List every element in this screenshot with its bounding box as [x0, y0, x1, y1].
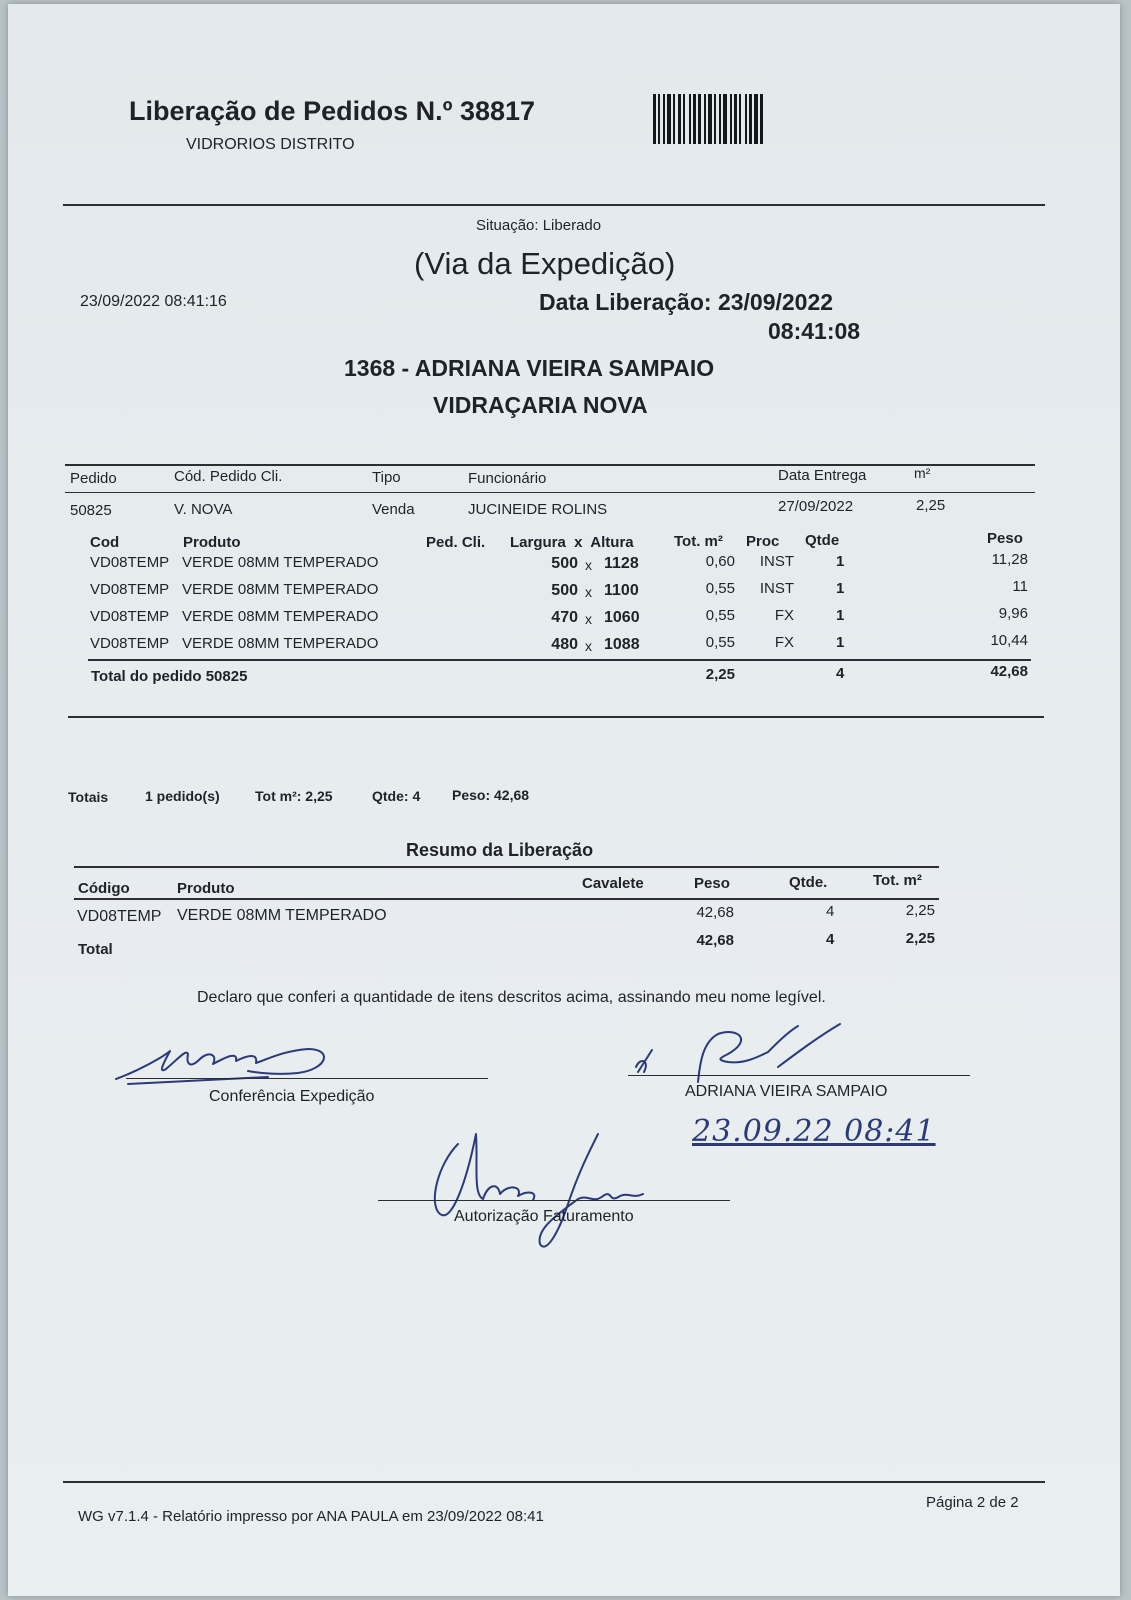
- col-cod-pedido-cli: Cód. Pedido Cli.: [174, 468, 283, 485]
- totals-weight: Peso: 42,68: [452, 787, 530, 803]
- summary-col-peso: Peso: [694, 875, 730, 892]
- divider: [88, 659, 1031, 661]
- row-peso: 11: [1012, 578, 1028, 595]
- signature-line: [628, 1075, 970, 1076]
- row-qtde: 1: [836, 634, 845, 651]
- document-title: Liberação de Pedidos N.º 38817: [129, 96, 536, 126]
- signature-conferencia: [108, 1029, 348, 1089]
- table-row: [8, 606, 1108, 632]
- document-page: [8, 4, 1120, 1596]
- row-proc: FX: [774, 634, 794, 651]
- summary-total-tot-m2: 2,25: [905, 930, 935, 947]
- col-tipo: Tipo: [372, 469, 401, 486]
- col-proc: Proc: [746, 533, 780, 550]
- totals-qtde: Qtde: 4: [372, 788, 421, 804]
- summary-total-peso: 42,68: [696, 932, 734, 949]
- row-altura: 1088: [604, 636, 640, 653]
- table-row: [8, 552, 1108, 578]
- summary-row-codigo: VD08TEMP: [77, 908, 162, 925]
- order-m2: 2,25: [916, 497, 946, 514]
- divider: [74, 866, 939, 868]
- totals-m2: Tot m²: 2,25: [255, 788, 333, 804]
- summary-row-peso: 42,68: [696, 904, 734, 921]
- summary-total-label: Total: [78, 941, 113, 958]
- release-time: 08:41:08: [768, 318, 861, 344]
- row-x: x: [585, 584, 592, 600]
- handwritten-date: 23.09.22 08:41: [692, 1114, 936, 1149]
- order-client-code: V. NOVA: [174, 501, 233, 518]
- row-cod: VD08TEMP: [90, 635, 170, 652]
- row-cod: VD08TEMP: [90, 608, 170, 625]
- order-total-qtde: 4: [836, 665, 845, 682]
- summary-total-qtde: 4: [826, 931, 835, 948]
- table-row: [8, 633, 1108, 659]
- divider: [65, 464, 1035, 466]
- col-peso: Peso: [987, 530, 1023, 547]
- col-largura-altura: Largura x Altura: [510, 534, 634, 551]
- summary-col-cavalete: Cavalete: [582, 875, 644, 892]
- row-altura: 1060: [604, 609, 640, 626]
- printed-datetime: 23/09/2022 08:41:16: [80, 293, 227, 310]
- row-qtde: 1: [836, 607, 845, 624]
- divider: [65, 492, 1035, 493]
- signature-label-cliente: ADRIANA VIEIRA SAMPAIO: [685, 1083, 888, 1100]
- row-qtde: 1: [836, 553, 845, 570]
- col-cod: Cod: [90, 534, 120, 551]
- signature-autorizacao: [428, 1114, 658, 1264]
- row-tot-m2: 0,55: [705, 580, 735, 597]
- order-delivery-date: 27/09/2022: [778, 498, 854, 515]
- row-proc: INST: [759, 553, 794, 570]
- summary-title: Resumo da Liberação: [406, 840, 594, 860]
- signature-label-conferencia: Conferência Expedição: [209, 1088, 375, 1105]
- row-produto: VERDE 08MM TEMPERADO: [182, 554, 379, 571]
- signature-label-autorizacao: Autorização Faturamento: [454, 1208, 634, 1225]
- divider: [63, 204, 1045, 206]
- divider: [74, 898, 939, 900]
- row-x: x: [585, 638, 592, 654]
- order-type: Venda: [372, 501, 415, 518]
- copy-label: (Via da Expedição): [414, 246, 676, 281]
- signature-line: [126, 1078, 488, 1079]
- row-tot-m2: 0,55: [705, 607, 735, 624]
- summary-row-qtde: 4: [826, 903, 835, 920]
- col-produto: Produto: [183, 534, 241, 551]
- col-pedido: Pedido: [70, 470, 117, 487]
- row-produto: VERDE 08MM TEMPERADO: [182, 608, 379, 625]
- summary-col-qtde: Qtde.: [789, 874, 828, 891]
- row-altura: 1128: [604, 555, 639, 572]
- footer-report: WG v7.1.4 - Relatório impresso por ANA PAULA em 23/09/2022 08:41: [78, 1508, 544, 1525]
- row-altura: 1100: [604, 582, 639, 599]
- col-qtde: Qtde: [805, 532, 840, 549]
- signature-line: [378, 1200, 730, 1201]
- row-produto: VERDE 08MM TEMPERADO: [182, 581, 379, 598]
- row-peso: 9,96: [998, 605, 1028, 622]
- order-total-label: Total do pedido 50825: [91, 668, 248, 685]
- row-qtde: 1: [836, 580, 845, 597]
- row-proc: FX: [774, 607, 794, 624]
- row-produto: VERDE 08MM TEMPERADO: [182, 635, 379, 652]
- col-m2: m²: [914, 465, 931, 481]
- row-largura: 500: [551, 555, 578, 572]
- row-largura: 500: [551, 582, 578, 599]
- totals-label: Totais: [68, 789, 109, 805]
- row-x: x: [585, 557, 592, 573]
- table-row: [8, 579, 1108, 605]
- barcode: [653, 94, 823, 144]
- order-number: 50825: [70, 502, 112, 519]
- totals-orders: 1 pedido(s): [145, 788, 220, 804]
- summary-col-tot-m2: Tot. m²: [873, 872, 922, 889]
- summary-col-produto: Produto: [177, 880, 235, 897]
- divider: [68, 716, 1044, 718]
- row-peso: 11,28: [991, 551, 1028, 568]
- row-largura: 480: [551, 636, 578, 653]
- col-tot-m2: Tot. m²: [674, 533, 723, 550]
- barcode-bar: [760, 94, 763, 144]
- declaration-text: Declaro que conferi a quantidade de itens descritos acima, assinando meu nome legível.: [197, 989, 826, 1006]
- row-cod: VD08TEMP: [90, 554, 170, 571]
- col-ped-cli: Ped. Cli.: [426, 534, 486, 551]
- col-data-entrega: Data Entrega: [778, 467, 867, 484]
- order-employee: JUCINEIDE ROLINS: [468, 501, 608, 518]
- divider: [63, 1481, 1045, 1483]
- row-x: x: [585, 611, 592, 627]
- order-total-peso: 42,68: [990, 663, 1028, 680]
- client-name: 1368 - ADRIANA VIEIRA SAMPAIO: [344, 355, 715, 381]
- client-company: VIDRAÇARIA NOVA: [433, 392, 648, 418]
- col-funcionario: Funcionário: [468, 470, 547, 487]
- summary-row-tot-m2: 2,25: [905, 902, 935, 919]
- page-number: Página 2 de 2: [926, 1494, 1019, 1511]
- summary-col-codigo: Código: [78, 880, 130, 897]
- signature-cliente: [628, 1022, 868, 1092]
- company-name: VIDRORIOS DISTRITO: [186, 136, 355, 153]
- row-largura: 470: [551, 609, 578, 626]
- release-date: Data Liberação: 23/09/2022: [539, 289, 834, 315]
- summary-row-produto: VERDE 08MM TEMPERADO: [177, 907, 387, 924]
- row-tot-m2: 0,55: [705, 634, 735, 651]
- row-peso: 10,44: [990, 632, 1028, 649]
- row-proc: INST: [759, 580, 794, 597]
- row-tot-m2: 0,60: [705, 553, 735, 570]
- row-cod: VD08TEMP: [90, 581, 170, 598]
- status-text: Situação: Liberado: [476, 217, 602, 234]
- order-total-m2: 2,25: [705, 666, 735, 683]
